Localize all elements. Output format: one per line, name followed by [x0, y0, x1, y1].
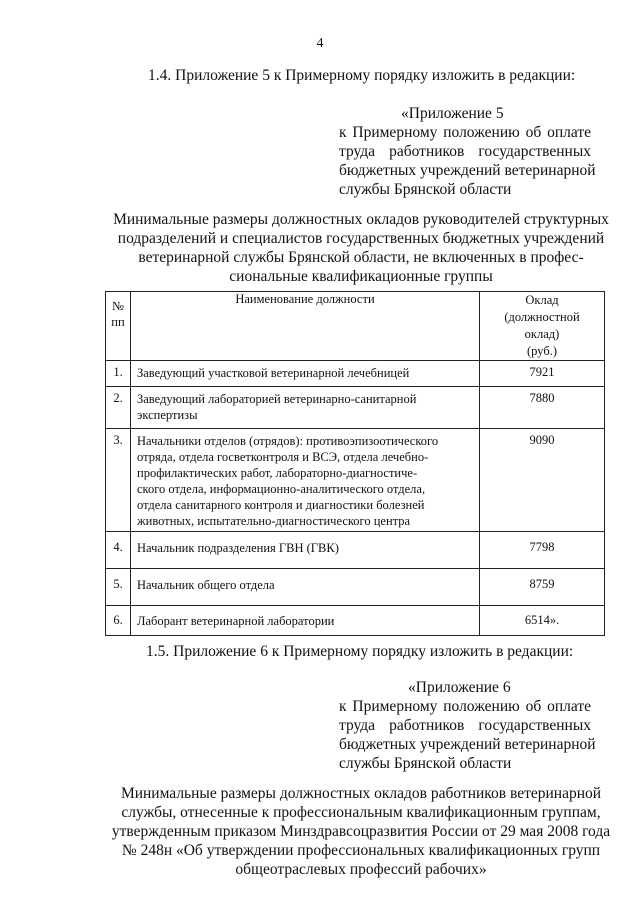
row-name: Лаборант ветеринарной лаборатории [131, 606, 480, 636]
header-salary: Оклад (должностной оклад) (руб.) [480, 292, 605, 361]
appendix5-line: службы Брянской области [339, 181, 512, 198]
row-num: 2. [106, 387, 131, 429]
appendix6-heading [96, 784, 626, 879]
appendix5-title: «Приложение 5 [401, 105, 504, 122]
appendix6-line: бюджетных учреждений ветеринарной [339, 736, 596, 753]
table-row [106, 387, 605, 429]
row-name: Начальник общего отдела [131, 569, 480, 606]
row-num: 6. [106, 606, 131, 636]
page-number: 4 [316, 36, 324, 51]
row-name: Начальники отделов (отрядов): противоэпизоотического отряда, отдела госветконтроля и ВСЭ, отдела лечебно- профилактических работ, лабораторно-диагностиче- ского отдела, информационно-аналитического отдела, отдела санитарного контроля и диагностики болезней животных, испытательно-диагностического центра [131, 429, 480, 532]
salary-table [105, 291, 605, 636]
heading-line: утвержденным приказом Минздравсоцразвития России от 29 мая 2008 года [111, 823, 611, 840]
appendix6-line: к Примерному положению об оплате [339, 698, 591, 715]
row-num: 3. [106, 429, 131, 532]
header-name: Наименование должности [131, 292, 480, 361]
table-row [106, 606, 605, 636]
heading-line: Минимальные размеры должностных окладов руководителей структурных [113, 211, 609, 228]
appendix6-line: службы Брянской области [339, 755, 512, 772]
table-row [106, 532, 605, 569]
heading-line: № 248н «Об утверждении профессиональных квалификационных групп [121, 842, 601, 859]
header-num: № пп [106, 292, 131, 361]
heading-line: Минимальные размеры должностных окладов работников ветеринарной [120, 785, 602, 802]
row-name: Начальник подразделения ГВН (ГВК) [131, 532, 480, 569]
row-salary: 9090 [480, 429, 605, 532]
heading-line: службы, отнесенные к профессиональным квалификационным группам, [121, 804, 601, 821]
row-salary: 8759 [480, 569, 605, 606]
heading-line: сиональные квалификационные группы [229, 268, 493, 285]
row-salary: 7798 [480, 532, 605, 569]
appendix5-line: труда работников государственных [339, 143, 591, 160]
section-1-4-text: 1.4. Приложение 5 к Примерному порядку изложить в редакции: [148, 67, 576, 84]
appendix5-line: бюджетных учреждений ветеринарной [339, 162, 596, 179]
table-row [106, 361, 605, 387]
row-num: 4. [106, 532, 131, 569]
heading-line: подразделений и специалистов государственных бюджетных учреждений [117, 230, 605, 247]
appendix6-title: «Приложение 6 [408, 679, 511, 696]
table-header-row [106, 292, 605, 361]
row-salary: 7880 [480, 387, 605, 429]
appendix5-heading [96, 210, 626, 286]
row-num: 1. [106, 361, 131, 387]
row-salary: 6514». [480, 606, 605, 636]
section-1-5-text: 1.5. Приложение 6 к Примерному порядку изложить в редакции: [146, 643, 574, 660]
appendix6-line: труда работников государственных [339, 717, 591, 734]
table-row [106, 429, 605, 532]
heading-line: ветеринарной службы Брянской области, не включенных в профес- [138, 249, 584, 266]
row-salary: 7921 [480, 361, 605, 387]
appendix5-line: к Примерному положению об оплате [339, 124, 591, 141]
row-name: Заведующий лабораторией ветеринарно-санитарной экспертизы [131, 387, 480, 429]
table-row [106, 569, 605, 606]
row-num: 5. [106, 569, 131, 606]
row-name: Заведующий участковой ветеринарной лечебницей [131, 361, 480, 387]
heading-line: общеотраслевых профессий рабочих» [235, 861, 487, 878]
